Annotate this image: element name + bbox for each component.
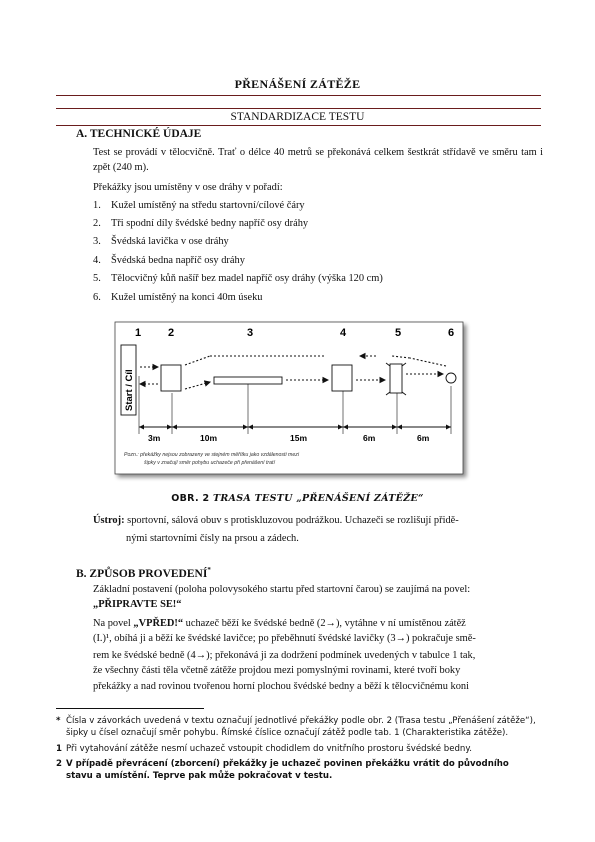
footnote: 1 Při vytahování zátěže nesmí uchazeč vstoupit chodidlem do vnitřního prostoru švédské bedny. [56,744,472,754]
section-b-paragraph: že všechny části těla včetně zátěže projdou mezi pomyslnými rovinami, které tvoří boky [93,665,461,676]
obstacle-number: 1 [135,327,142,339]
distance-label: 10m [200,433,218,443]
obstacle-number: 3 [247,327,254,339]
start-label: Start / Cíl [124,369,135,411]
track-diagram [110,318,472,483]
obstacle-box [332,365,352,391]
section-a-heading: A. TECHNICKÉ ÚDAJE [76,128,202,140]
figure-note: Pozn.: překážky nejsou zobrazeny ve stejném měřítku jako vzdálenosti mezi [124,452,300,458]
obstacle-item: 2. Tři spodní díly švédské bedny napříč osy dráhy [93,218,309,229]
subtitle-underline [56,125,541,126]
section-subtitle: STANDARDIZACE TESTU [230,111,365,123]
equipment-text: Ústroj: sportovní, sálová obuv s protiskluzovou podrážkou. Uchazeči se rozlišují přidě- [93,515,459,526]
obstacle-number: 2 [168,327,175,339]
obstacle-box-lower [161,365,181,391]
section-a-intro: Test se provádí v tělocvičně. Trať o délce 40 metrů se překonává celkem šestkrát střídavě ve směru tam i zpět (240 m). [93,147,543,173]
section-b-paragraph: (I.)¹, obíhá ji a běží ke švédské lavičce; po přeběhnutí švédské lavičky (3→) pokračuje smě- [93,633,476,644]
section-b-paragraph: rem ke švédské bedně (4→); překonává ji za dodržení podmínek uvedených v tabulce 1 tak, [93,650,476,661]
obstacle-item: 6. Kužel umístěný na konci 40m úseku [93,292,263,303]
obstacle-bench [214,377,282,384]
title-rule [56,95,541,96]
distance-label: 3m [148,433,161,443]
section-b-paragraph: Na povel „VPŘED!“ uchazeč běží ke švédské bedně (2→), vytáhne v ní umístěnou zátěž [93,618,466,629]
equipment-text-cont: nými startovními čísly na prsou a zádech. [126,533,299,544]
obstacle-number: 4 [340,327,347,339]
distance-label: 15m [290,433,308,443]
page-title: PŘENÁŠENÍ ZÁTĚŽE [234,77,361,91]
obstacle-number: 5 [395,327,402,339]
section-b-line: Základní postavení (poloha polovysokého startu před startovní čarou) se zaujímá na povel: [93,584,471,595]
distance-label: 6m [363,433,376,443]
obstacle-number: 6 [448,327,455,339]
obstacle-horse [390,364,402,393]
obstacle-item: 4. Švédská bedna napříč osy dráhy [93,255,245,266]
figure-note: šipky v značují směr pohybu uchazeče při přenášení tratí [144,460,275,466]
cone-end [446,373,456,383]
subtitle-rule [56,108,541,109]
section-b-paragraph: překážky a nad rovinou tvořenou horní plochou švédské bedny a běží k tělocvičnému koni [93,681,469,692]
obstacle-item: 5. Tělocvičný kůň našíř bez madel napříč osy dráhy (výška 120 cm) [93,273,383,284]
obstacles-intro: Překážky jsou umístěny v ose dráhy v pořadí: [93,182,283,193]
distance-label: 6m [417,433,430,443]
obstacle-item: 1. Kužel umístěný na středu startovní/cílové čáry [93,200,305,211]
footnote-rule [56,708,204,709]
section-b-heading: B. ZPŮSOB PROVEDENÍ* [76,566,211,580]
footnote: 2 V případě převrácení (zborcení) překážky je uchazeč povinen překážku vrátit do původního stavu a umístění. Teprve pak může pokračovat v testu. [56,759,509,781]
obstacle-item: 3. Švédská lavička v ose dráhy [93,236,229,247]
figure-caption: OBR. 2 TRASA TESTU „PŘENÁŠENÍ ZÁTĚŽE“ [171,493,424,504]
footnote: * Čísla v závorkách uvedená v textu označují jednotlivé překážky podle obr. 2 (Trasa testu „Přenášení zátěže“), šipky u čísel označují směr pohybu. Římské číslice označují zátěž podle tab. 1 (Charakteristika zátěže). [56,716,536,738]
section-b-command: „PŘIPRAVTE SE!“ [93,599,182,610]
